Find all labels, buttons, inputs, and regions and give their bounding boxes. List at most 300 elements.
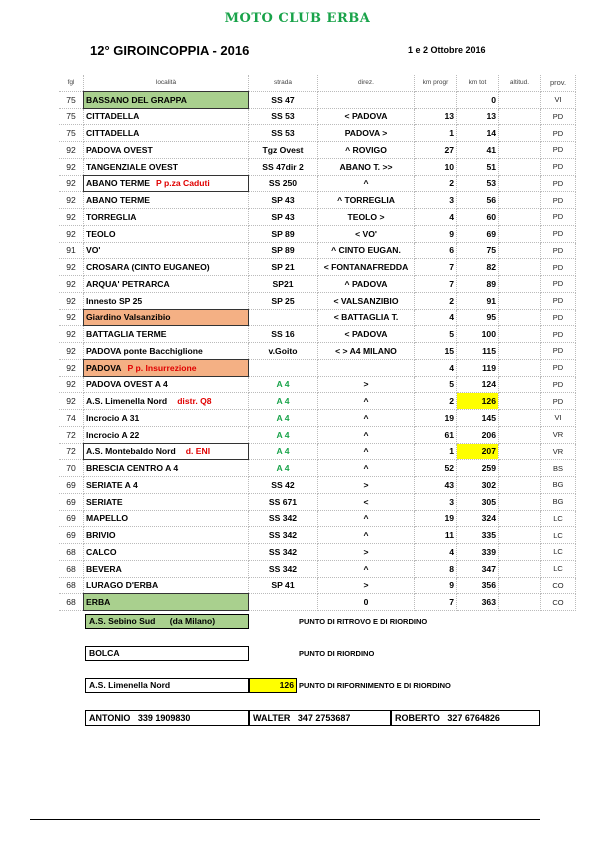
cell-km-progr: 4 <box>415 209 457 226</box>
cell-altitud <box>499 343 541 360</box>
cell-altitud <box>499 527 541 544</box>
cell-km-progr: 19 <box>415 510 457 527</box>
cell-localita <box>84 142 249 159</box>
route-row <box>59 192 576 209</box>
cell-prov: PD <box>541 125 576 142</box>
cell-direz: < PADOVA <box>318 108 415 125</box>
cell-prov: PD <box>541 209 576 226</box>
cell-fgl: 74 <box>59 410 84 427</box>
cell-km-progr: 3 <box>415 192 457 209</box>
localita-text: TEOLO <box>86 228 116 239</box>
cell-km-progr: 6 <box>415 242 457 259</box>
localita-text: TORREGLIA <box>86 211 137 222</box>
sebino-desc: PUNTO DI RITROVO E DI RIORDINO <box>299 617 428 626</box>
cell-strada: SP 89 <box>249 242 318 259</box>
cell-prov: PD <box>541 309 576 326</box>
cell-localita <box>84 594 249 611</box>
cell-prov: VI <box>541 410 576 427</box>
sebino-sub: (da Milano) <box>169 616 216 626</box>
cell-prov: CO <box>541 577 576 594</box>
cell-km-tot: 124 <box>457 376 499 393</box>
cell-prov: CO <box>541 594 576 611</box>
cell-km-progr: 1 <box>415 443 457 460</box>
cell-fgl: 92 <box>59 292 84 309</box>
cell-localita <box>84 309 249 326</box>
cell-prov: VI <box>541 91 576 108</box>
cell-strada: SS 16 <box>249 326 318 343</box>
cell-prov: PD <box>541 276 576 293</box>
cell-direz: < PADOVA <box>318 326 415 343</box>
route-row <box>59 527 576 544</box>
route-row <box>59 460 576 477</box>
localita-text: PADOVA ponte Bacchiglione <box>86 345 203 356</box>
route-row <box>59 309 576 326</box>
cell-km-tot: 95 <box>457 309 499 326</box>
cell-localita <box>84 259 249 276</box>
cell-direz: ABANO T. >> <box>318 158 415 175</box>
localita-text: BASSANO DEL GRAPPA <box>86 94 187 105</box>
cell-prov: PD <box>541 142 576 159</box>
limenella-km: 126 <box>249 678 297 693</box>
cell-fgl: 92 <box>59 209 84 226</box>
cell-localita <box>84 577 249 594</box>
cell-localita <box>84 225 249 242</box>
localita-text: CITTADELLA <box>86 128 140 139</box>
cell-localita <box>84 493 249 510</box>
header-fgl: fgl <box>59 75 84 91</box>
route-row <box>59 376 576 393</box>
localita-text: Giardino Valsanzibio <box>86 312 171 323</box>
cell-altitud <box>499 326 541 343</box>
localita-text: CALCO <box>86 546 117 557</box>
cell-km-tot: 119 <box>457 359 499 376</box>
cell-fgl: 92 <box>59 259 84 276</box>
cell-prov: PD <box>541 225 576 242</box>
cell-localita <box>84 527 249 544</box>
cell-altitud <box>499 142 541 159</box>
cell-km-tot: 363 <box>457 594 499 611</box>
header-km-tot: km tot <box>457 75 499 91</box>
cell-altitud <box>499 443 541 460</box>
route-row <box>59 510 576 527</box>
cell-strada: SP 43 <box>249 192 318 209</box>
cell-fgl: 75 <box>59 91 84 108</box>
cell-km-tot: 324 <box>457 510 499 527</box>
route-row <box>59 493 576 510</box>
route-row <box>59 393 576 410</box>
route-row <box>59 326 576 343</box>
cell-fgl: 92 <box>59 309 84 326</box>
cell-km-progr: 11 <box>415 527 457 544</box>
cell-prov: PD <box>541 343 576 360</box>
cell-km-progr: 8 <box>415 560 457 577</box>
cell-fgl: 69 <box>59 477 84 494</box>
cell-altitud <box>499 259 541 276</box>
localita-text: VO' <box>86 245 101 256</box>
cell-km-tot: 69 <box>457 225 499 242</box>
cell-prov: LC <box>541 560 576 577</box>
cell-direz: > <box>318 544 415 561</box>
cell-altitud <box>499 594 541 611</box>
cell-km-tot: 335 <box>457 527 499 544</box>
cell-km-progr: 15 <box>415 343 457 360</box>
cell-prov: LC <box>541 544 576 561</box>
cell-fgl: 92 <box>59 158 84 175</box>
club-title: MOTO CLUB ERBA <box>224 11 371 26</box>
route-row <box>59 292 576 309</box>
cell-km-tot: 53 <box>457 175 499 192</box>
cell-prov: PD <box>541 158 576 175</box>
localita-text: PADOVA OVEST <box>86 144 153 155</box>
cell-direz: ^ <box>318 560 415 577</box>
cell-km-tot: 356 <box>457 577 499 594</box>
cell-altitud <box>499 510 541 527</box>
localita-text: ERBA <box>86 597 111 608</box>
cell-localita <box>84 426 249 443</box>
cell-prov: PD <box>541 359 576 376</box>
cell-strada: SS 53 <box>249 125 318 142</box>
cell-altitud <box>499 125 541 142</box>
cell-prov: PD <box>541 242 576 259</box>
cell-prov: BG <box>541 477 576 494</box>
cell-prov: PD <box>541 175 576 192</box>
cell-fgl: 92 <box>59 326 84 343</box>
cell-localita <box>84 343 249 360</box>
cell-km-tot: 347 <box>457 560 499 577</box>
cell-km-tot: 75 <box>457 242 499 259</box>
cell-strada: SS 53 <box>249 108 318 125</box>
cell-strada: SP21 <box>249 276 318 293</box>
cell-prov: PD <box>541 192 576 209</box>
cell-km-tot: 14 <box>457 125 499 142</box>
cell-localita <box>84 510 249 527</box>
localita-text: SERIATE <box>86 496 123 507</box>
route-row <box>59 343 576 360</box>
cell-fgl: 75 <box>59 108 84 125</box>
cell-direz: ^ <box>318 443 415 460</box>
route-row <box>59 242 576 259</box>
cell-altitud <box>499 493 541 510</box>
cell-direz: TEOLO > <box>318 209 415 226</box>
cell-strada: A 4 <box>249 426 318 443</box>
route-row <box>59 359 576 376</box>
table-header-row <box>59 75 576 91</box>
cell-strada: SP 89 <box>249 225 318 242</box>
cell-km-progr: 10 <box>415 158 457 175</box>
cell-direz: > <box>318 577 415 594</box>
cell-altitud <box>499 209 541 226</box>
route-row <box>59 276 576 293</box>
route-row <box>59 108 576 125</box>
cell-km-tot: 145 <box>457 410 499 427</box>
cell-localita <box>84 376 249 393</box>
cell-direz: ^ PADOVA <box>318 276 415 293</box>
contact-phone: 339 1909830 <box>137 713 191 723</box>
cell-localita <box>84 175 249 192</box>
route-row <box>59 259 576 276</box>
cell-km-progr <box>415 91 457 108</box>
cell-fgl: 75 <box>59 125 84 142</box>
cell-fgl: 72 <box>59 443 84 460</box>
cell-altitud <box>499 376 541 393</box>
cell-fgl: 92 <box>59 359 84 376</box>
cell-localita <box>84 192 249 209</box>
cell-localita <box>84 292 249 309</box>
cell-altitud <box>499 393 541 410</box>
cell-km-tot: 89 <box>457 276 499 293</box>
route-row <box>59 209 576 226</box>
bolca-desc: PUNTO DI RIORDINO <box>299 649 375 658</box>
fuel-note: d. ENI <box>185 446 211 457</box>
cell-km-progr: 43 <box>415 477 457 494</box>
localita-text: ARQUA' PETRARCA <box>86 278 170 289</box>
cell-strada: SS 342 <box>249 544 318 561</box>
localita-text: Incrocio A 31 <box>86 412 140 423</box>
cell-km-tot: 51 <box>457 158 499 175</box>
cell-km-progr: 19 <box>415 410 457 427</box>
localita-text: BEVERA <box>86 563 122 574</box>
cell-strada: SS 42 <box>249 477 318 494</box>
cell-strada: SS 671 <box>249 493 318 510</box>
cell-direz: ^ <box>318 426 415 443</box>
localita-text: BATTAGLIA TERME <box>86 329 167 340</box>
cell-km-tot: 41 <box>457 142 499 159</box>
cell-km-progr: 1 <box>415 125 457 142</box>
cell-strada: SS 342 <box>249 510 318 527</box>
cell-km-tot: 56 <box>457 192 499 209</box>
parking-note: P p.za Caduti <box>155 178 210 189</box>
cell-fgl: 68 <box>59 594 84 611</box>
cell-direz <box>318 359 415 376</box>
cell-strada <box>249 594 318 611</box>
cell-km-tot: 206 <box>457 426 499 443</box>
header-altitud: altitud. <box>499 75 541 91</box>
cell-localita <box>84 108 249 125</box>
route-row <box>59 477 576 494</box>
cell-localita <box>84 209 249 226</box>
cell-altitud <box>499 292 541 309</box>
cell-strada: A 4 <box>249 460 318 477</box>
cell-localita <box>84 477 249 494</box>
cell-strada: SP 43 <box>249 209 318 226</box>
contact-phone: 327 6764826 <box>447 713 500 723</box>
localita-text: CITTADELLA <box>86 111 140 122</box>
cell-strada: A 4 <box>249 410 318 427</box>
cell-direz: < BATTAGLIA T. <box>318 309 415 326</box>
cell-direz: ^ CINTO EUGAN. <box>318 242 415 259</box>
cell-fgl: 92 <box>59 343 84 360</box>
cell-altitud <box>499 91 541 108</box>
limenella-desc: PUNTO DI RIFORNIMENTO E DI RIORDINO <box>299 681 451 690</box>
cell-prov: PD <box>541 108 576 125</box>
bolca-box: BOLCA <box>85 646 249 661</box>
cell-direz: < VO' <box>318 225 415 242</box>
route-row <box>59 594 576 611</box>
cell-strada: SS 342 <box>249 560 318 577</box>
cell-strada: SP 41 <box>249 577 318 594</box>
cell-strada: Tgz Ovest <box>249 142 318 159</box>
footer-rule <box>30 819 540 820</box>
cell-strada: A 4 <box>249 376 318 393</box>
cell-km-progr: 4 <box>415 309 457 326</box>
cell-km-progr: 2 <box>415 393 457 410</box>
cell-prov: PD <box>541 292 576 309</box>
cell-altitud <box>499 108 541 125</box>
cell-fgl: 92 <box>59 142 84 159</box>
cell-altitud <box>499 577 541 594</box>
cell-direz: ^ TORREGLIA <box>318 192 415 209</box>
contact-name: WALTER <box>253 713 291 723</box>
sebino-label: A.S. Sebino Sud <box>89 616 156 626</box>
cell-km-progr: 7 <box>415 276 457 293</box>
cell-direz <box>318 91 415 108</box>
cell-direz: ^ <box>318 410 415 427</box>
cell-localita <box>84 460 249 477</box>
cell-km-progr: 5 <box>415 376 457 393</box>
cell-altitud <box>499 225 541 242</box>
cell-direz: ^ <box>318 393 415 410</box>
header-strada: strada <box>249 75 318 91</box>
cell-fgl: 92 <box>59 175 84 192</box>
route-row <box>59 443 576 460</box>
cell-localita <box>84 158 249 175</box>
cell-km-tot: 100 <box>457 326 499 343</box>
cell-prov: PD <box>541 259 576 276</box>
route-row <box>59 426 576 443</box>
localita-text: MAPELLO <box>86 513 129 524</box>
cell-localita <box>84 410 249 427</box>
contact-phone: 347 2753687 <box>297 713 351 723</box>
localita-text: LURAGO D'ERBA <box>86 580 159 591</box>
cell-fgl: 92 <box>59 276 84 293</box>
cell-strada: A 4 <box>249 393 318 410</box>
cell-fgl: 91 <box>59 242 84 259</box>
cell-km-progr: 7 <box>415 259 457 276</box>
cell-altitud <box>499 359 541 376</box>
cell-direz: ^ <box>318 175 415 192</box>
cell-km-progr: 9 <box>415 577 457 594</box>
route-row <box>59 560 576 577</box>
cell-altitud <box>499 544 541 561</box>
cell-prov: PD <box>541 326 576 343</box>
route-row <box>59 544 576 561</box>
localita-text: SERIATE A 4 <box>86 479 138 490</box>
cell-strada: SS 47 <box>249 91 318 108</box>
cell-strada: SS 342 <box>249 527 318 544</box>
route-row <box>59 175 576 192</box>
localita-text: Innesto SP 25 <box>86 295 143 306</box>
cell-direz: ^ <box>318 527 415 544</box>
localita-text: PADOVA <box>86 362 122 373</box>
cell-km-progr: 52 <box>415 460 457 477</box>
cell-fgl: 70 <box>59 460 84 477</box>
event-title: 12° GIROINCOPPIA - 2016 <box>90 43 250 58</box>
cell-localita <box>84 443 249 460</box>
contact-antonio <box>85 710 249 726</box>
cell-km-tot: 82 <box>457 259 499 276</box>
localita-text: ABANO TERME <box>86 195 150 206</box>
route-row <box>59 91 576 108</box>
localita-text: BRIVIO <box>86 530 116 541</box>
cell-km-progr: 3 <box>415 493 457 510</box>
cell-km-tot: 339 <box>457 544 499 561</box>
cell-altitud <box>499 158 541 175</box>
cell-fgl: 68 <box>59 560 84 577</box>
cell-altitud <box>499 426 541 443</box>
cell-direz: ^ <box>318 510 415 527</box>
contact-walter <box>249 710 391 726</box>
route-row <box>59 410 576 427</box>
cell-km-tot: 115 <box>457 343 499 360</box>
cell-km-tot: 207 <box>457 443 499 460</box>
cell-altitud <box>499 477 541 494</box>
cell-direz: 0 <box>318 594 415 611</box>
cell-strada: SP 25 <box>249 292 318 309</box>
cell-km-progr: 4 <box>415 359 457 376</box>
route-row <box>59 577 576 594</box>
cell-prov: VR <box>541 426 576 443</box>
event-date: 1 e 2 Ottobre 2016 <box>408 45 486 55</box>
cell-strada: v.Goito <box>249 343 318 360</box>
cell-localita <box>84 544 249 561</box>
cell-direz: < VALSANZIBIO <box>318 292 415 309</box>
fuel-note: distr. Q8 <box>177 396 212 407</box>
localita-text: BRESCIA CENTRO A 4 <box>86 463 179 474</box>
cell-altitud <box>499 460 541 477</box>
cell-km-progr: 2 <box>415 175 457 192</box>
cell-km-tot: 91 <box>457 292 499 309</box>
cell-localita <box>84 276 249 293</box>
localita-text: PADOVA OVEST A 4 <box>86 379 168 390</box>
cell-strada: A 4 <box>249 443 318 460</box>
cell-fgl: 92 <box>59 225 84 242</box>
cell-localita <box>84 91 249 108</box>
cell-km-progr: 4 <box>415 544 457 561</box>
cell-fgl: 69 <box>59 510 84 527</box>
cell-direz: > <box>318 376 415 393</box>
cell-altitud <box>499 242 541 259</box>
cell-fgl: 92 <box>59 393 84 410</box>
header-km-progr: km progr <box>415 75 457 91</box>
cell-prov: LC <box>541 510 576 527</box>
contact-roberto <box>391 710 540 726</box>
header-direz: direz. <box>318 75 415 91</box>
cell-localita <box>84 326 249 343</box>
cell-localita <box>84 359 249 376</box>
cell-prov: PD <box>541 393 576 410</box>
cell-direz: PADOVA > <box>318 125 415 142</box>
cell-fgl: 68 <box>59 577 84 594</box>
header-localita: località <box>84 75 249 91</box>
cell-km-tot: 0 <box>457 91 499 108</box>
cell-strada <box>249 359 318 376</box>
cell-fgl: 68 <box>59 544 84 561</box>
cell-km-progr: 7 <box>415 594 457 611</box>
cell-prov: BS <box>541 460 576 477</box>
cell-prov: VR <box>541 443 576 460</box>
cell-localita <box>84 560 249 577</box>
cell-prov: BG <box>541 493 576 510</box>
cell-km-tot: 259 <box>457 460 499 477</box>
cell-km-tot: 126 <box>457 393 499 410</box>
cell-km-tot: 302 <box>457 477 499 494</box>
cell-altitud <box>499 276 541 293</box>
cell-altitud <box>499 192 541 209</box>
cell-fgl: 69 <box>59 493 84 510</box>
route-table <box>59 75 576 611</box>
cell-localita <box>84 242 249 259</box>
cell-km-tot: 60 <box>457 209 499 226</box>
